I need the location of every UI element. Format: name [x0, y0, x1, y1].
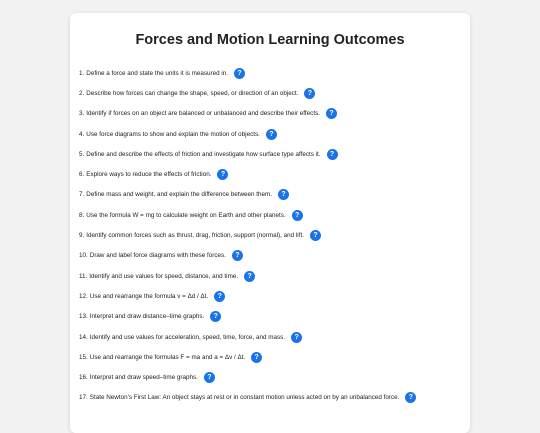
help-icon[interactable]: ? [234, 68, 245, 79]
help-icon[interactable]: ? [292, 210, 303, 221]
outcomes-card [70, 13, 470, 433]
list-item [79, 347, 416, 367]
outcome-number: 6. [79, 171, 85, 179]
help-icon[interactable]: ? [327, 149, 338, 160]
outcome-text: Use and rearrange the formulas F = ma and a = Δv / Δt. [89, 353, 246, 361]
outcome-text: Define and describe the effects of friction and investigate how surface type affects it. [86, 150, 321, 158]
help-icon[interactable]: ? [210, 311, 221, 322]
help-icon[interactable]: ? [278, 189, 289, 200]
outcome-number: 12. [79, 292, 88, 300]
outcome-number: 17. [79, 394, 88, 402]
help-icon[interactable]: ? [291, 332, 302, 343]
outcome-number: 5. [79, 150, 85, 158]
outcome-number: 2. [79, 89, 85, 97]
outcome-text: Use force diagrams to show and explain the motion of objects. [86, 130, 260, 138]
list-item [79, 367, 416, 387]
list-item [79, 63, 416, 83]
outcome-number: 16. [79, 374, 88, 382]
page-title: Forces and Motion Learning Outcomes [135, 32, 405, 48]
help-icon[interactable]: ? [244, 271, 255, 282]
list-item [79, 266, 416, 286]
outcome-text: Interpret and draw distance–time graphs. [89, 313, 205, 321]
help-icon[interactable]: ? [232, 250, 243, 261]
outcome-text: Interpret and draw speed–time graphs. [89, 374, 198, 382]
outcome-text: Identify common forces such as thrust, drag, friction, support (normal), and lift. [86, 232, 304, 240]
outcome-number: 15. [79, 353, 88, 361]
list-item [79, 164, 416, 184]
list-item [79, 286, 416, 306]
help-icon[interactable]: ? [310, 230, 321, 241]
outcome-number: 8. [79, 211, 85, 219]
help-icon[interactable]: ? [326, 108, 337, 119]
list-item [79, 388, 416, 408]
outcome-text: Use and rearrange the formula v = Δd / Δt. [89, 292, 209, 300]
outcomes-list [79, 63, 416, 408]
help-icon[interactable]: ? [214, 291, 225, 302]
list-item [79, 327, 416, 347]
help-icon[interactable]: ? [204, 372, 215, 383]
outcome-number: 4. [79, 130, 85, 138]
outcome-text: Identify if forces on an object are balanced or unbalanced and describe their effects. [86, 110, 320, 118]
outcome-text: Identify and use values for speed, distance, and time. [89, 272, 239, 280]
outcome-number: 14. [79, 333, 88, 341]
list-item [79, 83, 416, 103]
list-item [79, 124, 416, 144]
list-item [79, 144, 416, 164]
outcome-text: Define mass and weight, and explain the difference between them. [86, 191, 273, 199]
help-icon[interactable]: ? [304, 88, 315, 99]
outcome-number: 11. [79, 272, 88, 280]
outcome-text: Explore ways to reduce the effects of friction. [86, 171, 212, 179]
help-icon[interactable]: ? [405, 392, 416, 403]
help-icon[interactable]: ? [266, 129, 277, 140]
outcome-number: 9. [79, 232, 85, 240]
outcome-text: Draw and label force diagrams with these forces. [89, 252, 226, 260]
list-item [79, 185, 416, 205]
outcome-number: 1. [79, 69, 85, 77]
outcome-text: Identify and use values for acceleration, speed, time, force, and mass. [89, 333, 286, 341]
outcome-text: State Newton’s First Law: An object stays at rest or in constant motion unless acted on by an unbalanced force. [89, 394, 400, 402]
outcome-number: 10. [79, 252, 88, 260]
outcome-number: 7. [79, 191, 85, 199]
outcome-text: Define a force and state the units it is measured in. [86, 69, 229, 77]
list-item [79, 246, 416, 266]
help-icon[interactable]: ? [251, 352, 262, 363]
help-icon[interactable]: ? [217, 169, 228, 180]
outcome-text: Use the formula W = mg to calculate weight on Earth and other planets. [86, 211, 286, 219]
outcome-number: 3. [79, 110, 85, 118]
outcome-text: Describe how forces can change the shape, speed, or direction of an object. [86, 89, 299, 97]
outcome-number: 13. [79, 313, 88, 321]
list-item [79, 104, 416, 124]
list-item [79, 225, 416, 245]
list-item [79, 307, 416, 327]
list-item [79, 205, 416, 225]
